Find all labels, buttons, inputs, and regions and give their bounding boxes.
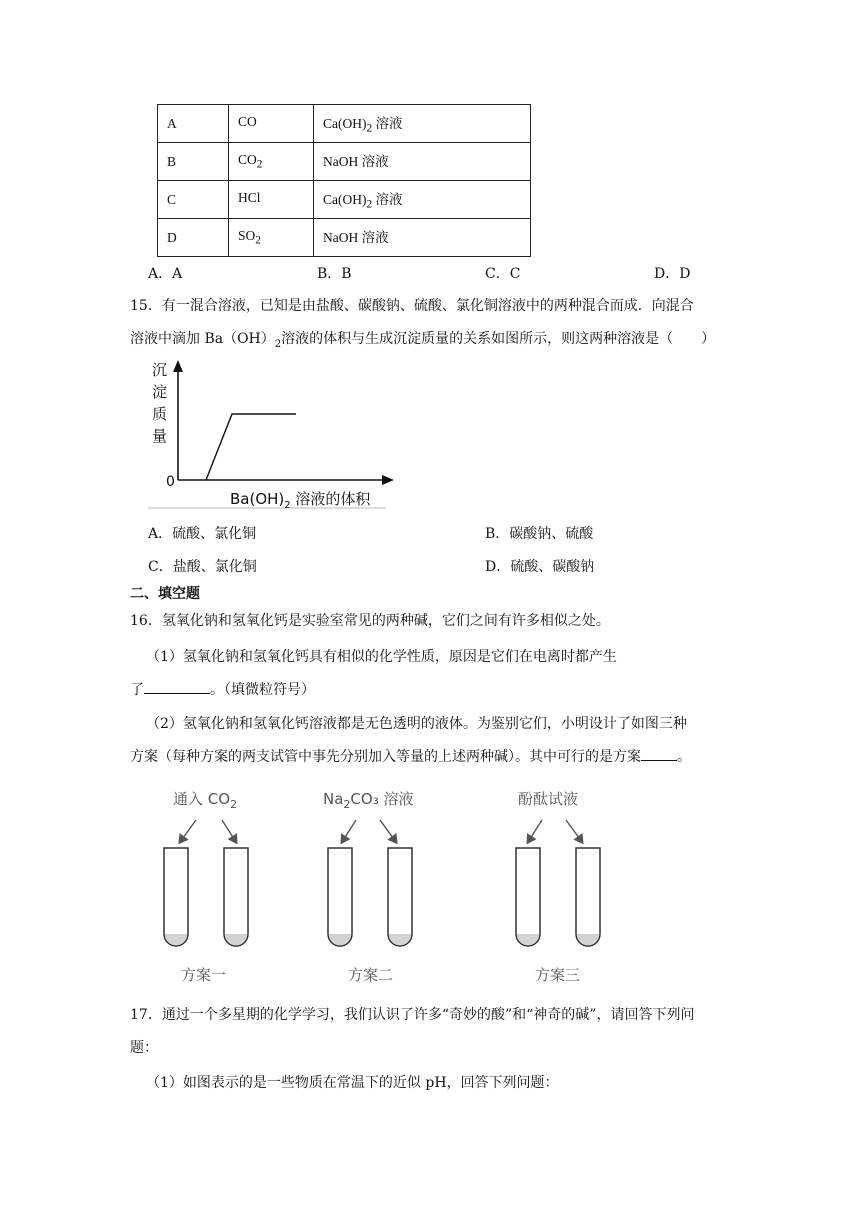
choice-a[interactable]: A．A (148, 266, 183, 282)
section-title: 二、填空题 (130, 586, 200, 602)
y-axis-label: 沉 淀 质 量 (152, 361, 168, 445)
choice-c[interactable]: C．C (485, 266, 521, 282)
gas-cell: $CO_2$ (229, 143, 314, 181)
q15-stem-line1: 15．有一混合溶液，已知是由盐酸、碳酸钠、硫酸、氯化铜溶液中的两种混合而成．向混合 (130, 298, 694, 314)
row-label: B (158, 143, 229, 181)
precipitate-curve (206, 414, 296, 480)
solution-cell: NaOH 溶液 (314, 143, 531, 181)
q17-part1: （1）如图表示的是一些物质在常温下的近似 pH，回答下列问题： (146, 1075, 559, 1091)
row-label: D (158, 219, 229, 257)
q16-part1-line1: （1）氢氧化钠和氢氧化钙具有相似的化学性质，原因是它们在电离时都产生 (146, 649, 617, 665)
scheme1-caption: 方案一 (181, 966, 227, 984)
solution-cell: $Ca(OH)_2$ 溶液 (314, 105, 531, 143)
row-label: A (158, 105, 229, 143)
origin-label: 0 (166, 474, 175, 490)
answer-blank-2[interactable] (641, 746, 677, 761)
q17-stem-line1: 17．通过一个多星期的化学学习，我们认识了许多“奇妙的酸”和“神奇的碱”，请回答下列问 (130, 1007, 695, 1023)
q16-intro: 16．氢氧化钠和氢氧化钙是实验室常见的两种碱，它们之间有许多相似之处。 (130, 613, 610, 629)
gas-cell: HCl (229, 181, 314, 219)
solution-cell: NaOH 溶液 (314, 219, 531, 257)
row-label: C (158, 181, 229, 219)
solution-cell: $Ca(OH)_2$ 溶液 (314, 181, 531, 219)
scheme3-reagent: 酚酞试液 (518, 790, 579, 808)
q15-choice-d[interactable]: D．硫酸、碳酸钠 (485, 559, 595, 575)
q15-stem-line2: 溶液中滴加 $Ba(OH)_2$溶液的体积与生成沉淀质量的关系如图所示，则这两种溶液是（ ） (130, 331, 716, 350)
gas-cell: CO (229, 105, 314, 143)
scheme1-reagent: 通入 $CO_2$ (173, 790, 238, 811)
choice-b[interactable]: B．B (317, 266, 352, 282)
table-row (158, 105, 531, 143)
scheme2-caption: 方案二 (348, 966, 394, 984)
scheme3-caption: 方案三 (535, 966, 581, 984)
choice-d[interactable]: D．D (654, 266, 691, 282)
q16-part2-line2: 方案（每种方案的两支试管中事先分别加入等量的上述两种碱）。其中可行的是方案 。 (130, 746, 691, 768)
table-row (158, 219, 531, 257)
q15-choice-c[interactable]: C．盐酸、氯化铜 (148, 559, 257, 575)
scheme2-reagent: $Na_2CO_3$ 溶液 (323, 790, 414, 811)
options-table (157, 104, 531, 257)
q16-part2-line1: （2）氢氧化钠和氢氧化钙溶液都是无色透明的液体。为鉴别它们，小明设计了如图三种 (146, 716, 687, 732)
q15-choice-b[interactable]: B．碳酸钠、硫酸 (485, 526, 594, 542)
gas-cell: $SO_2$ (229, 219, 314, 257)
test-tubes (150, 812, 630, 962)
q15-choice-a[interactable]: A．硫酸、氯化铜 (148, 526, 257, 542)
table-row (158, 181, 531, 219)
q16-part1-line2: 了 。（填微粒符号） (130, 679, 315, 701)
answer-blank-1[interactable] (144, 679, 210, 694)
table-row (158, 143, 531, 181)
x-axis-label: $Ba(OH)_2$ 溶液的体积 (230, 490, 371, 511)
q17-stem-line2: 题： (130, 1040, 158, 1056)
